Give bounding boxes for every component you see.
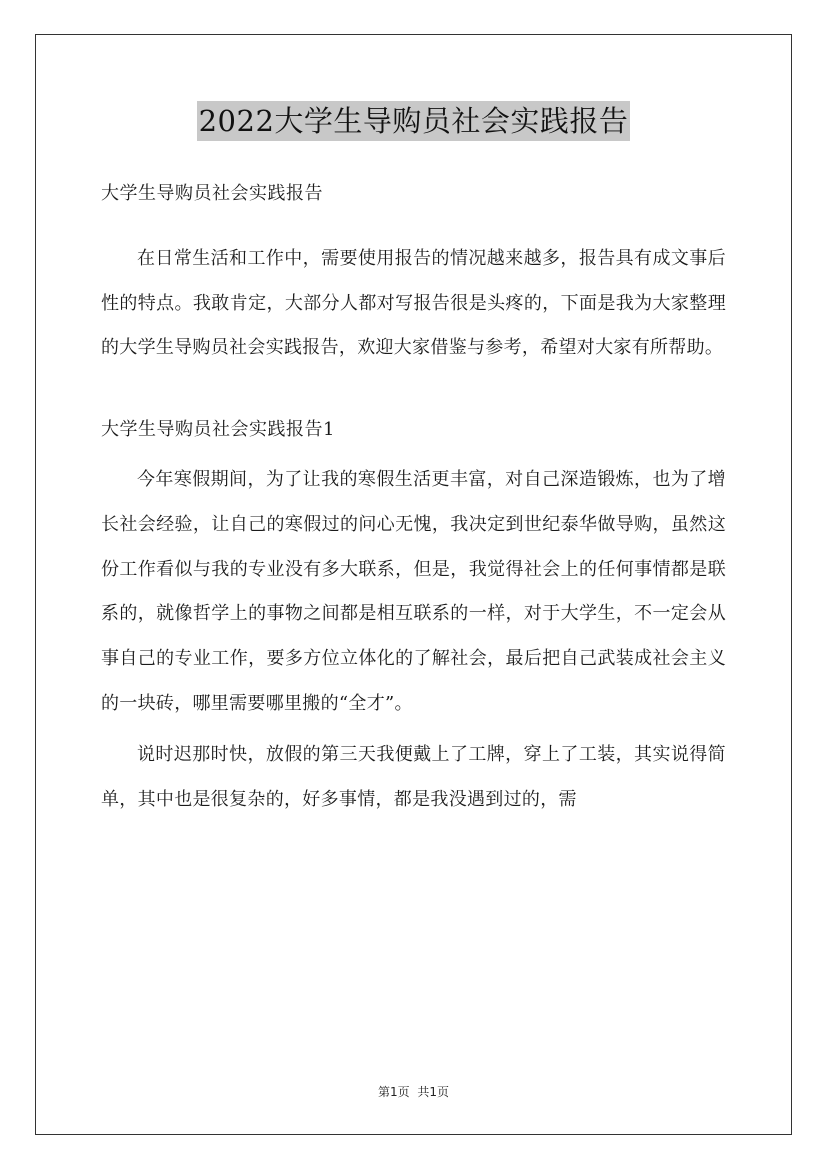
page-footer — [0, 1083, 827, 1100]
page-number: 第1页 — [378, 1085, 410, 1099]
section-heading: 大学生导购员社会实践报告1 — [101, 419, 335, 441]
body-paragraph: 今年寒假期间，为了让我的寒假生活更丰富，对自己深造锻炼，也为了增长社会经验，让自己的寒假过的问心无愧，我决定到世纪泰华做导购，虽然这份工作看似与我的专业没有多大联系，但是，我觉得社会上的任何事情都是联系的，就像哲学上的事物之间都是相互联系的一样，对于大学生，不一定会从事自己的专业工作，要多方位立体化的了解社会，最后把自己武装成社会主义的一块砖，哪里需要哪里搬的“全才”。 — [101, 469, 726, 714]
body-paragraph: 说时迟那时快，放假的第三天我便戴上了工牌，穿上了工装，其实说得简单，其中也是很复杂的，好多事情，都是我没遇到过的，需 — [101, 744, 726, 811]
intro-paragraph: 在日常生活和工作中，需要使用报告的情况越来越多，报告具有成文事后性的特点。我敢肯定，大部分人都对写报告很是头疼的，下面是我为大家整理的大学生导购员社会实践报告，欢迎大家借鉴与参考，希望对大家有所帮助。 — [101, 248, 726, 359]
document-title: 2022大学生导购员社会实践报告 — [197, 101, 631, 141]
document-body — [101, 173, 726, 823]
page-total: 共1页 — [417, 1085, 449, 1099]
title-container — [0, 101, 827, 141]
intro-heading: 大学生导购员社会实践报告 — [101, 183, 323, 204]
